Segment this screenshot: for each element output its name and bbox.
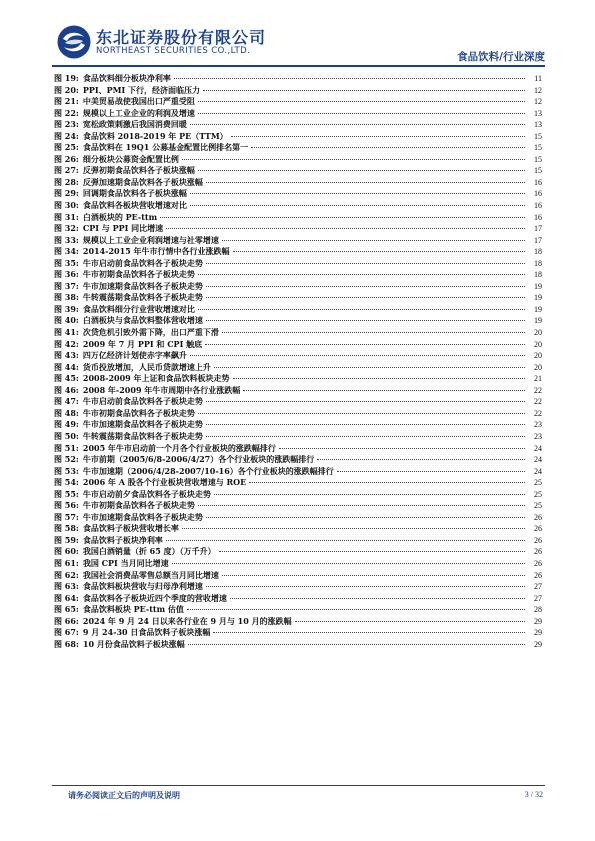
toc-leader-dots bbox=[206, 263, 525, 264]
toc-entry[interactable] bbox=[54, 408, 542, 420]
toc-leader-dots bbox=[249, 482, 525, 483]
toc-leader-dots bbox=[206, 517, 525, 518]
toc-entry-title: 2008 年-2009 年牛市周期中各行业涨跌幅 bbox=[82, 384, 241, 395]
toc-entry-label: 图 24: bbox=[54, 130, 79, 141]
toc-entry-label: 图 66: bbox=[54, 615, 79, 626]
toc-leader-dots bbox=[206, 182, 525, 183]
toc-entry[interactable] bbox=[54, 292, 542, 304]
toc-leader-dots bbox=[222, 332, 525, 333]
toc-leader-dots bbox=[206, 320, 525, 321]
toc-entry-title: 牛市启动前食品饮料各子板块走势 bbox=[82, 257, 203, 268]
toc-entry-page: 28 bbox=[534, 605, 542, 615]
toc-entry[interactable] bbox=[54, 154, 542, 166]
toc-entry-page: 19 bbox=[534, 293, 542, 303]
toc-entry-title: 食品饮料细分板块净利率 bbox=[82, 73, 171, 83]
toc-entry-label: 图 31: bbox=[54, 211, 79, 222]
toc-entry-label: 图 58: bbox=[54, 523, 79, 534]
toc-entry[interactable] bbox=[54, 396, 542, 408]
toc-entry-title: 食品饮料 2018-2019 年 PE（TTM） bbox=[82, 130, 228, 141]
toc-entry-label: 图 19: bbox=[54, 73, 79, 83]
toc-entry-label: 图 36: bbox=[54, 269, 79, 280]
toc-entry-title: 9 月 24-30 日食品饮料子板块涨幅 bbox=[82, 627, 211, 638]
toc-entry-label: 图 57: bbox=[54, 511, 79, 522]
toc-entry[interactable] bbox=[54, 212, 542, 224]
toc-entry-label: 图 59: bbox=[54, 534, 79, 545]
toc-leader-dots bbox=[206, 436, 525, 437]
toc-leader-dots bbox=[205, 344, 525, 345]
toc-entry-title: PPI、PMI 下行，经济面临压力 bbox=[82, 84, 201, 95]
toc-entry[interactable] bbox=[54, 200, 542, 212]
toc-entry-label: 图 21: bbox=[54, 96, 79, 107]
toc-entry-title: 我国 CPI 当月同比增速 bbox=[82, 557, 169, 568]
toc-entry-page: 16 bbox=[534, 201, 542, 211]
toc-entry-page: 24 bbox=[534, 466, 542, 476]
toc-entry-page: 18 bbox=[534, 270, 542, 280]
toc-entry-page: 18 bbox=[534, 258, 542, 268]
toc-leader-dots bbox=[160, 217, 525, 218]
toc-entry-title: 食品饮料各板块营收增速对比 bbox=[82, 200, 187, 211]
toc-entry-label: 图 29: bbox=[54, 188, 79, 199]
toc-entry-title: 货币投放增加，人民币贷款增速上升 bbox=[82, 361, 211, 372]
toc-entry[interactable] bbox=[54, 119, 542, 131]
toc-entry-title: 牛市初期食品饮料各子板块走势 bbox=[82, 269, 195, 280]
toc-entry-page: 23 bbox=[534, 431, 542, 441]
report-title: 食品饮料/行业深度 bbox=[457, 51, 545, 63]
toc-entry[interactable] bbox=[54, 454, 542, 466]
toc-entry-title: 食品饮料各子板块近四个季度的营收增速 bbox=[82, 592, 227, 603]
toc-leader-dots bbox=[233, 378, 525, 379]
toc-entry[interactable] bbox=[54, 327, 542, 339]
toc-entry[interactable] bbox=[54, 535, 542, 547]
toc-leader-dots bbox=[198, 309, 525, 310]
toc-entry-label: 图 49: bbox=[54, 419, 79, 430]
toc-entry-label: 图 50: bbox=[54, 430, 79, 441]
toc-entry[interactable] bbox=[54, 523, 542, 535]
toc-entry-title: 10 月份食品饮料子板块涨幅 bbox=[82, 638, 185, 649]
toc-entry-page: 17 bbox=[534, 224, 542, 234]
toc-entry-title: 白酒板块的 PE-ttm bbox=[82, 211, 158, 222]
toc-leader-dots bbox=[243, 390, 525, 391]
toc-leader-dots bbox=[222, 575, 525, 576]
toc-entry-title: 我国白酒销量（折 65 度）（万千升） bbox=[82, 546, 216, 557]
footer-divider bbox=[52, 785, 545, 786]
toc-entry[interactable] bbox=[54, 281, 542, 293]
toc-leader-dots bbox=[317, 459, 525, 460]
toc-leader-dots bbox=[198, 170, 525, 171]
toc-leader-dots bbox=[213, 632, 525, 633]
toc-entry-page: 24 bbox=[534, 443, 542, 453]
toc-leader-dots bbox=[233, 251, 525, 252]
toc-entry-title: 牛转震荡期食品饮料各子板块走势 bbox=[82, 292, 203, 303]
toc-leader-dots bbox=[190, 355, 525, 356]
company-name-cn: 东北证券股份有限公司 bbox=[96, 28, 267, 47]
toc-entry-label: 图 46: bbox=[54, 384, 79, 395]
page-header bbox=[0, 0, 595, 70]
toc-entry-label: 图 61: bbox=[54, 557, 79, 568]
toc-entry-title: 宽松政策刺激后我国消费回暖 bbox=[82, 119, 187, 130]
toc-entry-title: 细分板块公募资金配置比例 bbox=[82, 153, 179, 164]
toc-entry-page: 20 bbox=[534, 362, 542, 372]
toc-leader-dots bbox=[206, 297, 525, 298]
toc-entry-title: 白酒板块与食品饮料整体营收增速 bbox=[82, 315, 203, 326]
toc-entry[interactable] bbox=[54, 73, 542, 85]
toc-leader-dots bbox=[182, 528, 525, 529]
toc-entry-page: 15 bbox=[534, 131, 542, 141]
toc-entry[interactable] bbox=[54, 339, 542, 351]
toc-entry-page: 20 bbox=[534, 339, 542, 349]
toc-entry-label: 图 56: bbox=[54, 500, 79, 511]
toc-entry-title: 规模以上工业企业的利润及增速 bbox=[82, 107, 195, 118]
toc-entry-page: 22 bbox=[534, 385, 542, 395]
toc-leader-dots bbox=[214, 494, 525, 495]
toc-entry-page: 12 bbox=[534, 97, 542, 107]
toc-entry-title: 牛市前期（2005/6/8-2006/4/27）各个行业板块的涨跌幅排行 bbox=[82, 454, 315, 465]
toc-entry-title: 牛市加速期（2006/4/28-2007/10-16）各个行业板块的涨跌幅排行 bbox=[82, 465, 334, 476]
toc-entry[interactable] bbox=[54, 512, 542, 524]
toc-entry[interactable] bbox=[54, 108, 542, 120]
toc-entry[interactable] bbox=[54, 315, 542, 327]
toc-entry-label: 图 54: bbox=[54, 477, 79, 488]
footer-disclaimer: 请务必阅读正文后的声明及说明 bbox=[68, 790, 180, 800]
toc-leader-dots bbox=[214, 367, 525, 368]
toc-entry-page: 27 bbox=[534, 593, 542, 603]
toc-entry-label: 图 28: bbox=[54, 176, 79, 187]
toc-entry[interactable] bbox=[54, 546, 542, 558]
toc-entry-label: 图 23: bbox=[54, 119, 79, 130]
toc-entry[interactable] bbox=[54, 431, 542, 443]
toc-leader-dots bbox=[198, 101, 525, 102]
toc-entry[interactable] bbox=[54, 223, 542, 235]
toc-entry-page: 29 bbox=[534, 628, 542, 638]
toc-entry-title: 2006 年 A 股各个行业板块营收增速与 ROE bbox=[82, 477, 247, 488]
toc-entry-page: 19 bbox=[534, 316, 542, 326]
toc-leader-dots bbox=[251, 147, 525, 148]
toc-entry-page: 29 bbox=[534, 639, 542, 649]
toc-entry-title: 2024 年 9 月 24 日以来各行业在 9 月与 10 月的涨跌幅 bbox=[82, 615, 292, 626]
toc-entry-label: 图 37: bbox=[54, 280, 79, 291]
toc-entry-label: 图 41: bbox=[54, 327, 79, 338]
toc-leader-dots bbox=[198, 505, 525, 506]
toc-entry-page: 26 bbox=[534, 535, 542, 545]
toc-leader-dots bbox=[190, 205, 525, 206]
toc-entry[interactable] bbox=[54, 616, 542, 628]
toc-entry[interactable] bbox=[54, 593, 542, 605]
toc-entry-page: 25 bbox=[534, 478, 542, 488]
toc-entry-page: 15 bbox=[534, 154, 542, 164]
toc-entry[interactable] bbox=[54, 85, 542, 97]
toc-leader-dots bbox=[187, 609, 525, 610]
toc-leader-dots bbox=[206, 286, 525, 287]
toc-entry-label: 图 20: bbox=[54, 84, 79, 95]
toc-entry[interactable] bbox=[54, 466, 542, 478]
toc-leader-dots bbox=[206, 401, 525, 402]
toc-entry-page: 25 bbox=[534, 489, 542, 499]
toc-entry-page: 20 bbox=[534, 351, 542, 361]
toc-leader-dots bbox=[198, 413, 525, 414]
company-logo-icon bbox=[56, 24, 92, 60]
toc-entry[interactable] bbox=[54, 96, 542, 108]
toc-entry-label: 图 52: bbox=[54, 454, 79, 465]
toc-entry-title: 牛转震荡期食品饮料各子板块走势 bbox=[82, 430, 203, 441]
toc-entry-page: 16 bbox=[534, 189, 542, 199]
toc-entry-label: 图 38: bbox=[54, 292, 79, 303]
toc-entry[interactable] bbox=[54, 188, 542, 200]
toc-entry-page: 26 bbox=[534, 524, 542, 534]
toc-entry-title: 食品饮料子板块净利率 bbox=[82, 534, 163, 545]
toc-entry-page: 26 bbox=[534, 512, 542, 522]
toc-entry-page: 15 bbox=[534, 166, 542, 176]
toc-entry-title: 反弹初期食品饮料各子板块涨幅 bbox=[82, 165, 195, 176]
toc-entry-page: 11 bbox=[534, 74, 542, 83]
toc-entry-page: 13 bbox=[534, 120, 542, 130]
toc-leader-dots bbox=[295, 621, 525, 622]
toc-entry-title: 四万亿经济计划使赤字率飙升 bbox=[82, 350, 187, 361]
toc-entry[interactable] bbox=[54, 246, 542, 258]
toc-entry-label: 图 53: bbox=[54, 465, 79, 476]
toc-entry-label: 图 63: bbox=[54, 581, 79, 592]
toc-entry-title: 我国社会消费品零售总额当月同比增速 bbox=[82, 569, 219, 580]
toc-entry[interactable] bbox=[54, 269, 542, 281]
toc-entry[interactable] bbox=[54, 131, 542, 143]
toc-entry-page: 17 bbox=[534, 235, 542, 245]
toc-leader-dots bbox=[198, 113, 525, 114]
toc-entry-label: 图 64: bbox=[54, 592, 79, 603]
toc-entry-page: 23 bbox=[534, 420, 542, 430]
toc-entry-page: 18 bbox=[534, 247, 542, 257]
toc-leader-dots bbox=[222, 240, 525, 241]
toc-leader-dots bbox=[230, 598, 525, 599]
toc-entry-page: 27 bbox=[534, 582, 542, 592]
toc-entry[interactable] bbox=[54, 258, 542, 270]
toc-leader-dots bbox=[198, 274, 525, 275]
toc-entry-label: 图 51: bbox=[54, 442, 79, 453]
toc-entry-title: 食品饮料板块营收与归母净利增速 bbox=[82, 581, 203, 592]
toc-entry-label: 图 39: bbox=[54, 303, 79, 314]
toc-entry[interactable] bbox=[54, 235, 542, 247]
toc-entry-label: 图 68: bbox=[54, 638, 79, 649]
toc-entry-page: 26 bbox=[534, 547, 542, 557]
toc-entry[interactable] bbox=[54, 177, 542, 189]
toc-entry-page: 25 bbox=[534, 501, 542, 511]
toc-entry-page: 22 bbox=[534, 397, 542, 407]
toc-entry-page: 22 bbox=[534, 408, 542, 418]
toc-leader-dots bbox=[337, 471, 525, 472]
toc-entry-title: 牛市初期食品饮料各子板块走势 bbox=[82, 500, 195, 511]
toc-entry-title: 食品饮料子板块营收增长率 bbox=[82, 523, 179, 534]
toc-entry-label: 图 48: bbox=[54, 407, 79, 418]
toc-entry-page: 19 bbox=[534, 304, 542, 314]
toc-leader-dots bbox=[190, 124, 525, 125]
figure-list bbox=[54, 73, 542, 650]
toc-entry-title: 回调期食品饮料各子板块涨幅 bbox=[82, 188, 187, 199]
toc-entry[interactable] bbox=[54, 142, 542, 154]
company-name-en: NORTHEAST SECURITIES CO.,LTD. bbox=[96, 46, 251, 56]
toc-entry-label: 图 60: bbox=[54, 546, 79, 557]
toc-entry-label: 图 27: bbox=[54, 165, 79, 176]
toc-entry-label: 图 25: bbox=[54, 142, 79, 153]
toc-leader-dots bbox=[182, 159, 525, 160]
toc-entry-label: 图 22: bbox=[54, 107, 79, 118]
toc-entry-label: 图 32: bbox=[54, 223, 79, 234]
toc-entry-title: 中美贸易战使我国出口严重受阻 bbox=[82, 96, 195, 107]
toc-entry[interactable] bbox=[54, 500, 542, 512]
toc-entry-title: 牛市启动前夕食品饮料各子板块走势 bbox=[82, 488, 211, 499]
toc-entry-title: 牛市启动前食品饮料各子板块走势 bbox=[82, 396, 203, 407]
toc-entry[interactable] bbox=[54, 304, 542, 316]
toc-entry-page: 16 bbox=[534, 177, 542, 187]
toc-entry[interactable] bbox=[54, 373, 542, 385]
toc-entry-label: 图 42: bbox=[54, 338, 79, 349]
toc-entry[interactable] bbox=[54, 443, 542, 455]
toc-entry-title: 反弹加速期食品饮料各子板块涨幅 bbox=[82, 176, 203, 187]
toc-entry-page: 12 bbox=[534, 85, 542, 95]
toc-entry[interactable] bbox=[54, 419, 542, 431]
toc-entry-page: 16 bbox=[534, 212, 542, 222]
toc-entry[interactable] bbox=[54, 350, 542, 362]
toc-leader-dots bbox=[279, 448, 525, 449]
toc-entry-page: 13 bbox=[534, 108, 542, 118]
toc-leader-dots bbox=[188, 644, 525, 645]
toc-entry-label: 图 62: bbox=[54, 569, 79, 580]
toc-entry-page: 19 bbox=[534, 281, 542, 291]
toc-entry[interactable] bbox=[54, 477, 542, 489]
toc-entry[interactable] bbox=[54, 165, 542, 177]
toc-entry-label: 图 43: bbox=[54, 350, 79, 361]
toc-entry-title: 牛市加速期食品饮料各子板块走势 bbox=[82, 280, 203, 291]
toc-entry-label: 图 35: bbox=[54, 257, 79, 268]
toc-entry-label: 图 40: bbox=[54, 315, 79, 326]
toc-entry-title: 次贷危机引致外需下降，出口严重下滑 bbox=[82, 327, 219, 338]
toc-entry[interactable] bbox=[54, 385, 542, 397]
toc-leader-dots bbox=[206, 424, 525, 425]
toc-entry-title: 牛市初期食品饮料各子板块走势 bbox=[82, 407, 195, 418]
toc-leader-dots bbox=[190, 193, 525, 194]
toc-entry-title: 2008-2009 年上证和食品饮料板块走势 bbox=[82, 373, 230, 384]
toc-entry-label: 图 67: bbox=[54, 627, 79, 638]
toc-entry-label: 图 47: bbox=[54, 396, 79, 407]
header-divider bbox=[52, 65, 545, 67]
toc-entry-page: 20 bbox=[534, 328, 542, 338]
toc-leader-dots bbox=[219, 551, 525, 552]
toc-entry-label: 图 55: bbox=[54, 488, 79, 499]
toc-leader-dots bbox=[174, 78, 525, 79]
toc-entry-title: 牛市加速期食品饮料各子板块走势 bbox=[82, 511, 203, 522]
toc-entry-page: 29 bbox=[534, 616, 542, 626]
toc-entry-label: 图 44: bbox=[54, 361, 79, 372]
toc-entry-title: 食品饮料在 19Q1 公募基金配置比例排名第一 bbox=[82, 142, 249, 153]
toc-entry-label: 图 45: bbox=[54, 373, 79, 384]
toc-leader-dots bbox=[231, 136, 525, 137]
page-indicator: 3 / 32 bbox=[524, 790, 543, 799]
toc-entry-title: 2009 年 7 月 PPI 和 CPI 触底 bbox=[82, 338, 203, 349]
toc-leader-dots bbox=[166, 228, 525, 229]
toc-leader-dots bbox=[166, 540, 525, 541]
toc-leader-dots bbox=[203, 90, 525, 91]
toc-entry-title: CPI 与 PPI 同比增速 bbox=[82, 223, 164, 234]
toc-entry-label: 图 33: bbox=[54, 234, 79, 245]
toc-entry[interactable] bbox=[54, 581, 542, 593]
toc-entry-title: 食品饮料细分行业营收增速对比 bbox=[82, 303, 195, 314]
toc-entry[interactable] bbox=[54, 604, 542, 616]
toc-entry-page: 26 bbox=[534, 570, 542, 580]
toc-entry[interactable] bbox=[54, 627, 542, 639]
toc-leader-dots bbox=[172, 563, 525, 564]
toc-entry[interactable] bbox=[54, 570, 542, 582]
toc-leader-dots bbox=[206, 586, 525, 587]
toc-entry-title: 食品饮料板块 PE-ttm 估值 bbox=[82, 604, 184, 615]
toc-entry-title: 2005 年牛市启动前一个月各个行业板块的涨跌幅排行 bbox=[82, 442, 276, 453]
toc-entry-page: 15 bbox=[534, 143, 542, 153]
toc-entry[interactable] bbox=[54, 639, 542, 651]
toc-entry-label: 图 26: bbox=[54, 153, 79, 164]
toc-entry-page: 26 bbox=[534, 558, 542, 568]
toc-entry[interactable] bbox=[54, 489, 542, 501]
toc-entry-label: 图 30: bbox=[54, 200, 79, 211]
toc-entry-label: 图 34: bbox=[54, 246, 79, 257]
toc-entry-title: 2014-2015 年牛市行情中各行业涨跌幅 bbox=[82, 246, 230, 257]
toc-entry-page: 21 bbox=[534, 374, 542, 384]
toc-entry[interactable] bbox=[54, 362, 542, 374]
toc-entry[interactable] bbox=[54, 558, 542, 570]
toc-entry-label: 图 65: bbox=[54, 604, 79, 615]
toc-entry-title: 牛市加速期食品饮料各子板块走势 bbox=[82, 419, 203, 430]
toc-entry-page: 24 bbox=[534, 455, 542, 465]
toc-entry-title: 规模以上工业企业利润增速与社零增速 bbox=[82, 234, 219, 245]
